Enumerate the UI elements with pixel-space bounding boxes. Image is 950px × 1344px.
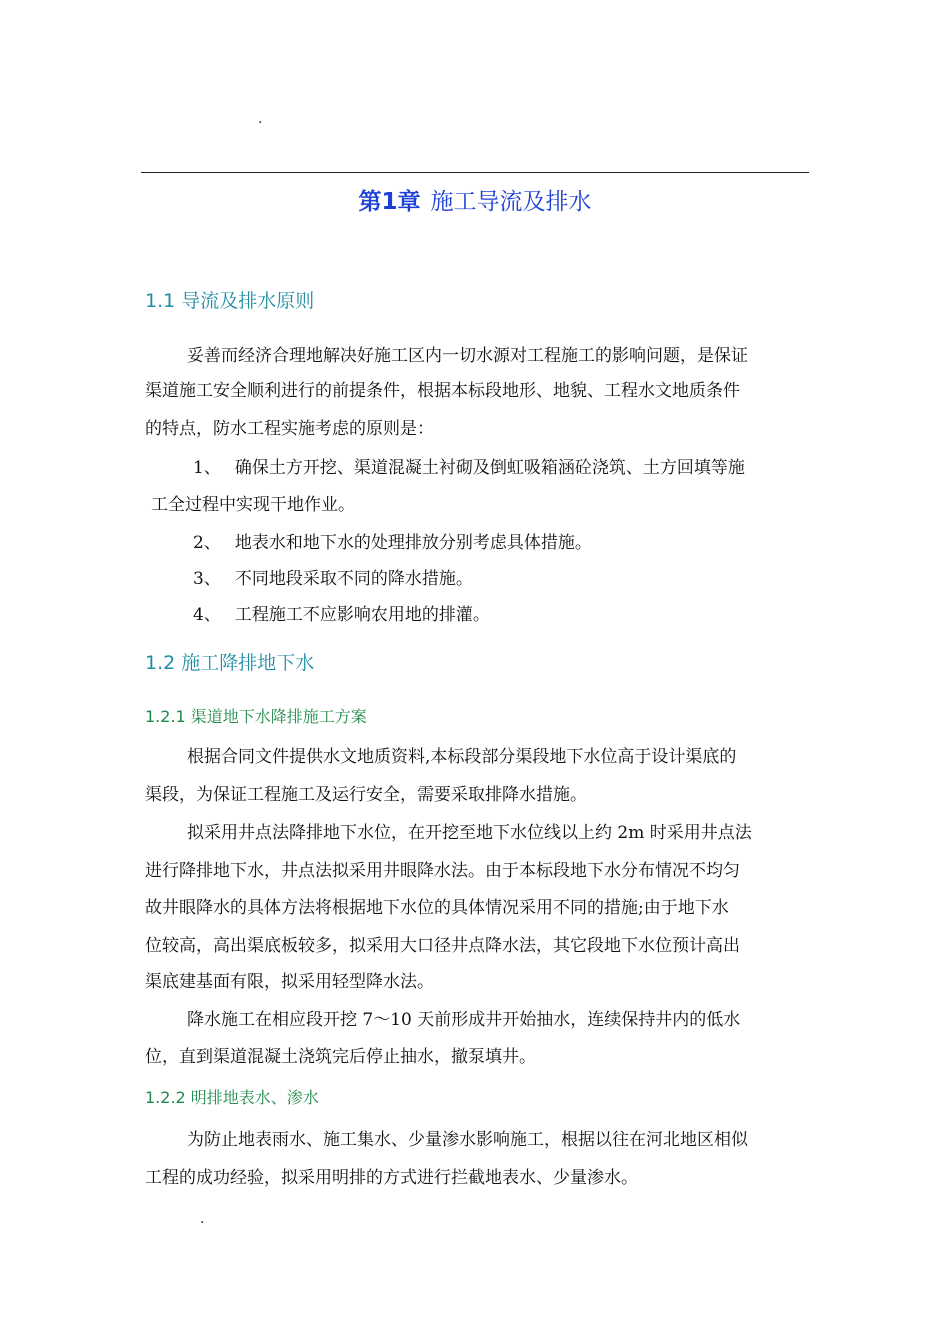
paragraph-line: 降水施工在相应段开挖 7～10 天前形成井开始抽水，连续保持井内的低水 (187, 1010, 741, 1030)
list-marker: 1、 (193, 458, 221, 478)
subsection-heading-1-2-1: 1.2.1 渠道地下水降排施工方案 (145, 707, 367, 726)
list-item-text: 地表水和地下水的处理排放分别考虑具体措施。 (234, 533, 592, 553)
list-item-text: 确保土方开挖、渠道混凝土衬砌及倒虹吸箱涵砼浇筑、土方回填等施 (234, 458, 745, 478)
paragraph-line: 拟采用井点法降排地下水位，在开挖至地下水位线以上约 2m 时采用井点法 (187, 823, 752, 843)
list-item-1-continuation: 工全过程中实现干地作业。 (151, 495, 355, 515)
list-item-3 (193, 568, 473, 590)
list-item-4 (193, 604, 490, 626)
paragraph-line: 位，直到渠道混凝土浇筑完后停止抽水，撤泵填井。 (145, 1047, 536, 1067)
list-marker: 2、 (193, 533, 221, 553)
list-marker: 3、 (193, 569, 221, 589)
paragraph-line: 为防止地表雨水、施工集水、少量渗水影响施工，根据以往在河北地区相似 (187, 1130, 748, 1150)
paragraph-line: 根据合同文件提供水文地质资料,本标段部分渠段地下水位高于设计渠底的 (187, 747, 737, 767)
paragraph-line: 渠段，为保证工程施工及运行安全，需要采取排降水措施。 (145, 785, 587, 805)
footer-dot: . (200, 1211, 205, 1227)
chapter-title-text: 施工导流及排水 (430, 189, 592, 215)
header-rule (141, 172, 809, 173)
paragraph-line: 渠底建基面有限，拟采用轻型降水法。 (145, 972, 434, 992)
header-dot: . (258, 111, 263, 127)
list-marker: 4、 (193, 605, 221, 625)
paragraph-line: 妥善而经济合理地解决好施工区内一切水源对工程施工的影响问题，是保证 (187, 346, 748, 366)
paragraph-line: 工程的成功经验，拟采用明排的方式进行拦截地表水、少量渗水。 (145, 1168, 638, 1188)
paragraph-line: 的特点，防水工程实施考虑的原则是： (145, 419, 434, 439)
section-heading-1-2: 1.2 施工降排地下水 (145, 652, 315, 674)
section-heading-1-1: 1.1 导流及排水原则 (145, 290, 315, 312)
subsection-heading-1-2-2: 1.2.2 明排地表水、渗水 (145, 1088, 319, 1107)
paragraph-line: 故井眼降水的具体方法将根据地下水位的具体情况采用不同的措施;由于地下水 (145, 898, 729, 918)
paragraph-line: 进行降排地下水，井点法拟采用井眼降水法。由于本标段地下水分布情况不均匀 (145, 861, 740, 881)
paragraph-line: 渠道施工安全顺利进行的前提条件，根据本标段地形、地貌、工程水文地质条件 (145, 381, 740, 401)
list-item-2 (193, 532, 592, 554)
list-item-text: 不同地段采取不同的降水措施。 (234, 569, 473, 589)
chapter-number: 第1章 (358, 189, 421, 215)
list-item-text: 工程施工不应影响农用地的排灌。 (234, 605, 490, 625)
chapter-title (141, 186, 809, 218)
paragraph-line: 位较高，高出渠底板较多，拟采用大口径井点降水法，其它段地下水位预计高出 (145, 936, 740, 956)
list-item-1 (193, 457, 745, 479)
